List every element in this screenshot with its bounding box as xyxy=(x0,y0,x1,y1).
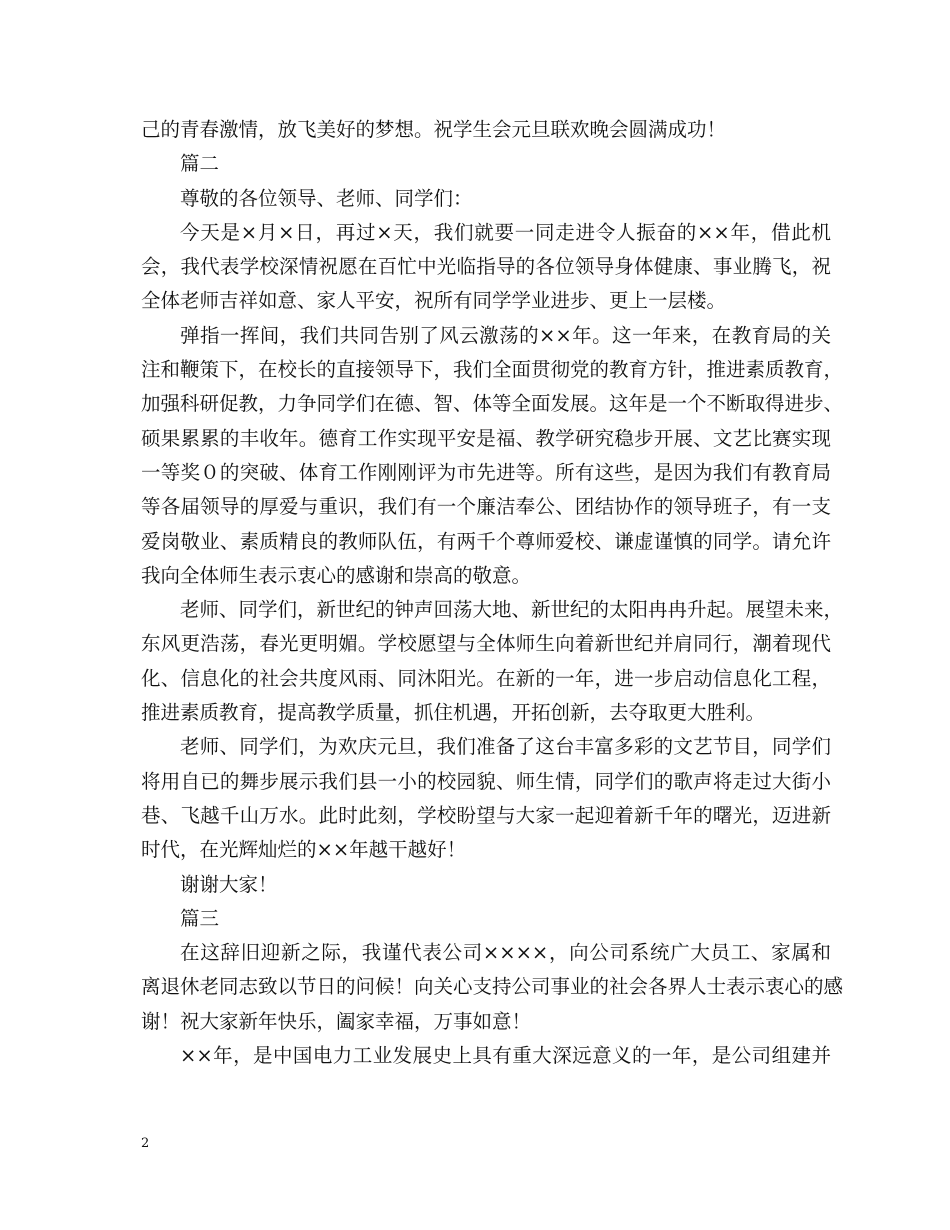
document-body xyxy=(141,113,844,1073)
paragraph-line: 化、信息化的社会共度风雨、同沐阳光。在新的一年，进一步启动信息化工程， xyxy=(141,666,831,690)
paragraph-line: 在这辞旧迎新之际，我谨代表公司××××，向公司系统广大员工、家属和 xyxy=(180,941,831,965)
paragraph-line: 推进素质教育，提高教学质量，抓住机遇，开拓创新，去夺取更大胜利。 xyxy=(141,701,766,725)
paragraph-line: 加强科研促教，力争同学们在德、智、体等全面发展。这年是一个不断取得进步、 xyxy=(141,392,844,416)
paragraph-line: 一等奖０的突破、体育工作刚刚评为市先进等。所有这些，是因为我们有教育局 xyxy=(141,460,831,484)
paragraph-line: 东风更浩荡，春光更明媚。学校愿望与全体师生向着新世纪并肩同行，潮着现代 xyxy=(141,632,831,656)
paragraph-line: 硕果累累的丰收年。德育工作实现平安是福、教学研究稳步开展、文艺比赛实现 xyxy=(141,426,831,450)
paragraph-line: 等各届领导的厚爱与重识，我们有一个廉洁奉公、团结协作的领导班子，有一支 xyxy=(141,495,831,519)
paragraph-line: ××年，是中国电力工业发展史上具有重大深远意义的一年，是公司组建并 xyxy=(180,1044,831,1068)
text-line: 己的青春激情，放飞美好的梦想。祝学生会元旦联欢晚会圆满成功！ xyxy=(141,118,727,141)
paragraph-line: 将用自已的舞步展示我们县一小的校园貌、师生情，同学们的歌声将走过大街小 xyxy=(141,769,831,793)
paragraph-line: 我向全体师生表示衷心的感谢和崇高的敬意。 xyxy=(141,563,532,587)
paragraph-line: 老师、同学们，为欢庆元旦，我们准备了这台丰富多彩的文艺节目，同学们 xyxy=(180,735,831,759)
paragraph-line: 注和鞭策下，在校长的直接领导下，我们全面贯彻党的教育方针，推进素质教育， xyxy=(141,358,844,382)
paragraph-line: 谢！祝大家新年快乐，阖家幸福，万事如意！ xyxy=(141,1009,532,1033)
paragraph-line: 弹指一挥间，我们共同告别了风云激荡的××年。这一年来，在教育局的关 xyxy=(180,323,831,347)
salutation: 尊敬的各位领导、老师、同学们： xyxy=(180,186,473,210)
page-number: 2 xyxy=(141,1136,150,1151)
paragraph-line: 会，我代表学校深情祝愿在百忙中光临指导的各位领导身体健康、事业腾飞，祝 xyxy=(141,255,831,279)
paragraph-line: 老师、同学们，新世纪的钟声回荡大地、新世纪的太阳冉冉升起。展望未来， xyxy=(180,598,844,622)
closing-line: 谢谢大家！ xyxy=(180,872,278,896)
paragraph-line: 离退休老同志致以节日的问候！向关心支持公司事业的社会各界人士表示衷心的感 xyxy=(141,975,844,999)
paragraph-line: 巷、飞越千山万水。此时此刻，学校盼望与大家一起迎着新千年的曙光，迈进新 xyxy=(141,803,831,827)
paragraph-line: 今天是×月×日，再过×天，我们就要一同走进令人振奋的××年，借此机 xyxy=(180,220,831,244)
section-heading: 篇二 xyxy=(180,152,220,176)
paragraph-line: 时代，在光辉灿烂的××年越干越好！ xyxy=(141,838,467,862)
paragraph-line: 爱岗敬业、素质精良的教师队伍，有两千个尊师爱校、谦虚谨慎的同学。请允许 xyxy=(141,529,831,553)
paragraph-line: 全体老师吉祥如意、家人平安，祝所有同学学业进步、更上一层楼。 xyxy=(141,289,727,313)
section-heading: 篇三 xyxy=(180,906,220,930)
